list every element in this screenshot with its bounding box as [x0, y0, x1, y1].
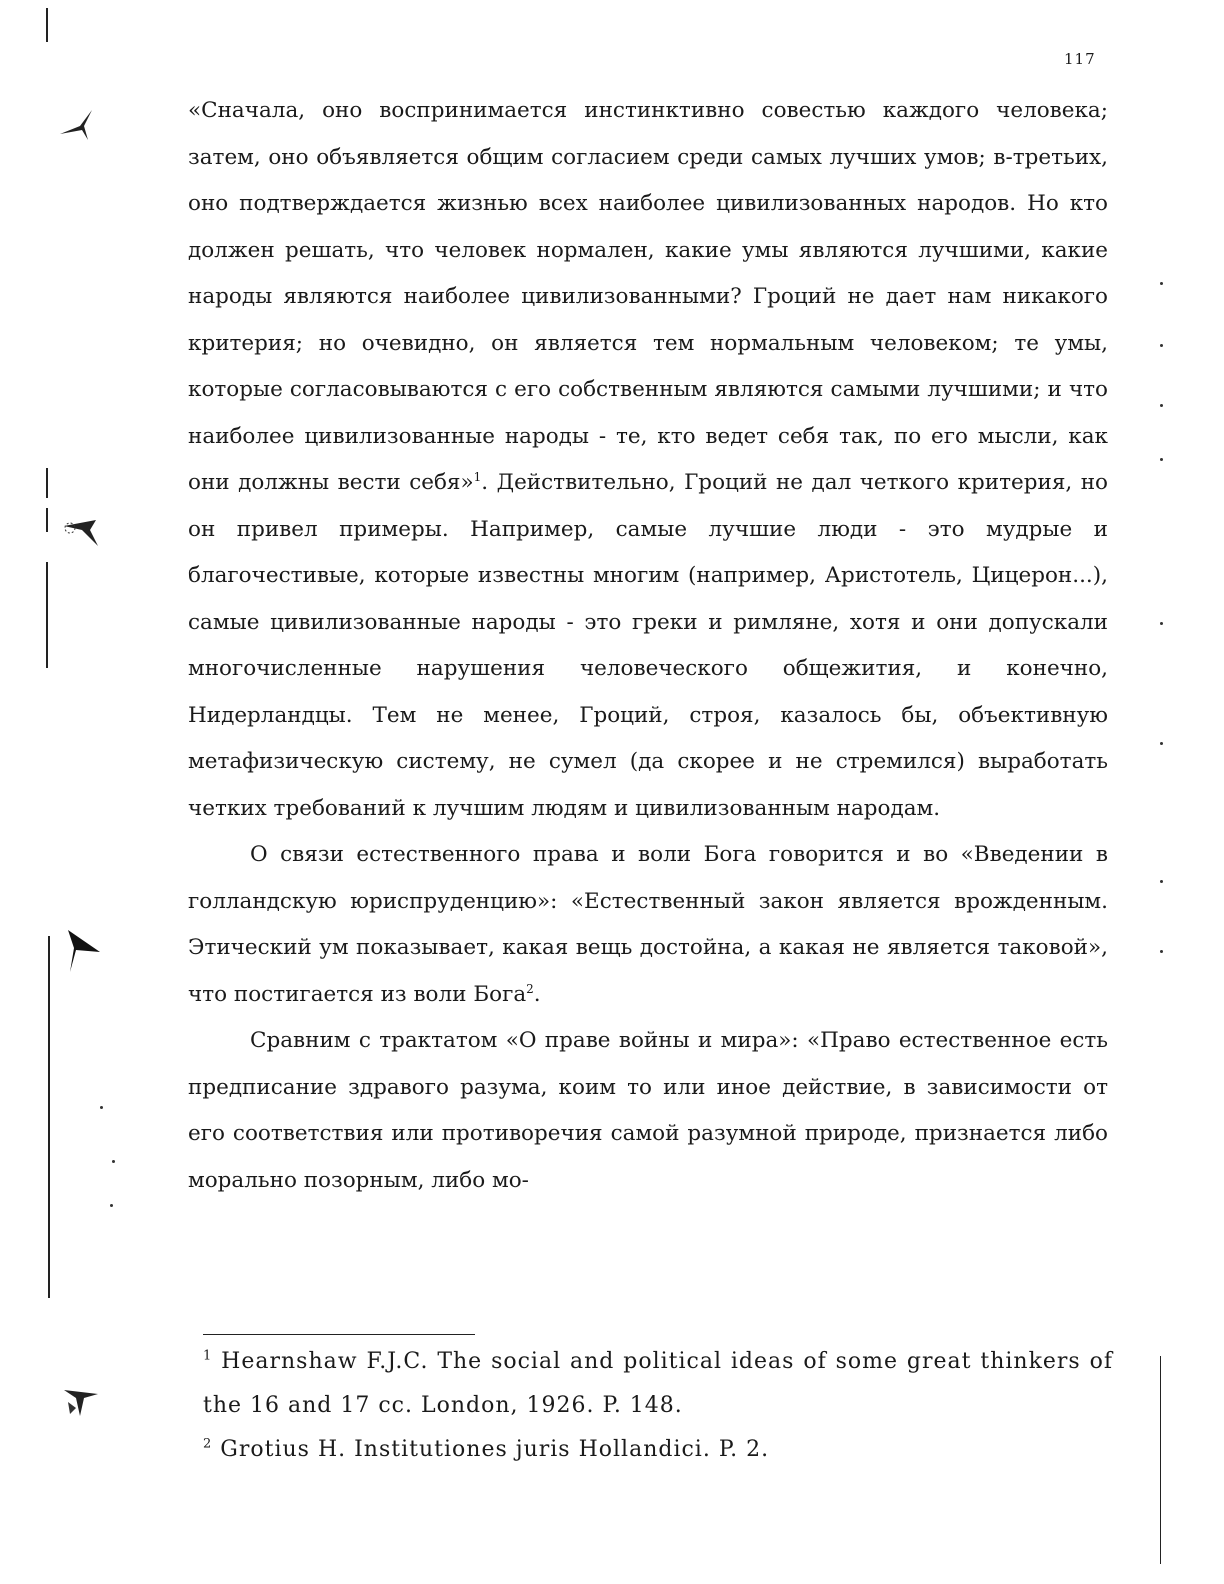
paragraph-2-text-b: . [533, 981, 541, 1007]
footnote-2-number: 2 [203, 1436, 213, 1452]
scan-dot-7 [1160, 880, 1163, 883]
paragraph-1 [188, 88, 1108, 832]
scan-line-left-3 [46, 562, 48, 668]
footnote-2 [203, 1428, 1113, 1472]
scan-dot-5 [1160, 622, 1163, 625]
scan-dot-3 [1160, 404, 1163, 407]
footnote-1-number: 1 [203, 1348, 213, 1364]
scan-dot-8 [1160, 950, 1163, 953]
footnote-1 [203, 1340, 1113, 1428]
scan-mark-4 [62, 1384, 108, 1424]
scan-line-top-left [46, 8, 48, 42]
scan-dot-1 [1160, 282, 1163, 285]
paragraph-2-text-a: О связи естественного права и воли Бога говорится и во «Введении в голландскую юриспруденцию»: «Естественный закон является врожденным. Этический ум показывает, какая вещь достойна, а какая не является таковой», что постигается из воли Бога [188, 842, 1108, 1007]
paragraph-1-text-b: . Действительно, Гроций не дал четкого критерия, но он привел примеры. Например, самые лучшие люди - это мудрые и благочестивые, которые известны многим (например, Аристотель, Цицерон...), самые цивилизованные народы - это греки и римляне, хотя и они допускали многочисленные нарушения человеческого общежития, и конечно, Нидерландцы. Тем не менее, Гроций, строя, казалось бы, объективную метафизическую систему, не сумел (да скорее и не стремился) выработать четких требований к лучшим людям и цивилизованным народам. [188, 470, 1109, 821]
scan-dot-4 [1160, 458, 1163, 461]
scan-line-left-4 [48, 936, 50, 1298]
scan-mark-3 [64, 928, 106, 974]
paragraph-1-text-a: «Сначала, оно воспринимается инстинктивно совестью каждого человека; затем, оно объявляется общим согласием среди самых лучших умов; в-третьих, оно подтверждается жизнью всех наиболее цивилизованных народов. Но кто должен решать, что человек нормален, какие умы являются лучшими, какие народы являются наиболее цивилизованными? Гроций не дает нам никакого критерия; но очевидно, он является тем нормальным человеком; те умы, которые согласовываются с его собственным являются самыми лучшими; и что наиболее цивилизованные народы - те, кто ведет себя так, по его мысли, как они должны вести себя» [188, 98, 1108, 495]
scan-dot-10 [112, 1160, 115, 1163]
scan-line-left-1 [46, 468, 48, 498]
paragraph-2 [188, 832, 1108, 1018]
paragraph-3: Сравним с трактатом «О праве войны и мира»: «Право естественное есть предписание здравого разума, коим то или иное действие, в зависимости от его соответствия или противоречия самой разумной природе, признается либо морально позорным, либо мо- [188, 1028, 1108, 1193]
page-number: 117 [1064, 50, 1096, 68]
scan-dot-11 [110, 1204, 113, 1207]
footnote-1-text: Hearnshaw F.J.C. The social and political ideas of some great thinkers of the 16 and 17 cc. London, 1926. P. 148. [203, 1349, 1113, 1418]
scan-mark-1 [58, 108, 102, 144]
footnote-2-text: Grotius H. Institutiones juris Hollandici. P. 2. [220, 1437, 770, 1462]
scan-dot-2 [1160, 344, 1163, 347]
footnote-separator [203, 1334, 475, 1335]
scan-line-right-bottom [1160, 1356, 1161, 1564]
main-text [188, 88, 1108, 1204]
scan-line-left-2 [46, 508, 48, 532]
footnotes [203, 1340, 1113, 1472]
scan-dot-9 [100, 1106, 103, 1109]
footnote-ref-1: 1 [473, 469, 482, 484]
footnote-ref-2: 2 [526, 981, 534, 996]
scan-mark-2 [60, 512, 102, 548]
scan-dot-6 [1160, 742, 1163, 745]
